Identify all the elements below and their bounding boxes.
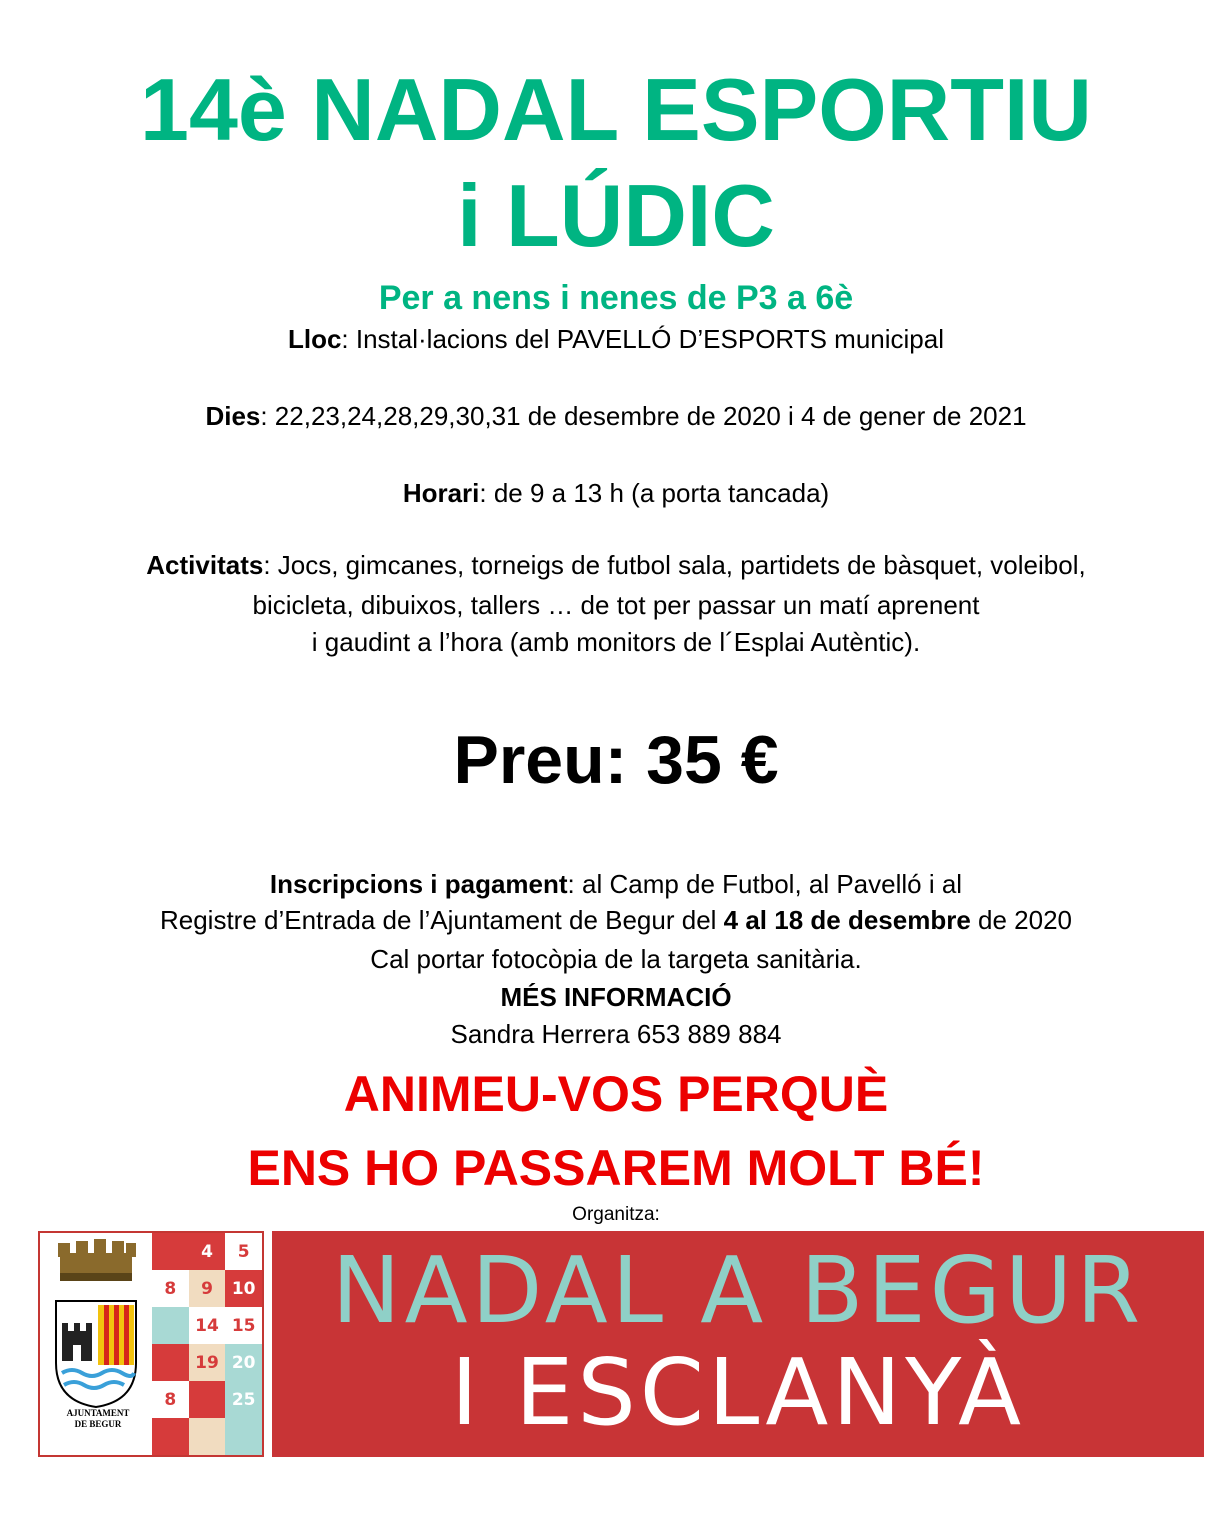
title-line-2: i LÚDIC [457, 166, 775, 265]
logo-caption [48, 1408, 148, 1430]
calendar-cell: 10 [225, 1270, 262, 1307]
crest-icon [40, 1233, 152, 1408]
activitats-text-1: : Jocs, gimcanes, torneigs de futbol sala, partidets de bàsquet, voleibol, [263, 550, 1086, 580]
activitats-line-3: i gaudint a l’hora (amb monitors de l´Esplai Autèntic). [311, 627, 921, 657]
calendar-cell [152, 1307, 189, 1344]
title-line-1: 14è NADAL ESPORTIU [140, 60, 1092, 159]
inscripcions-line-1 [0, 868, 1232, 900]
horari-text: : de 9 a 13 h (a porta tancada) [479, 478, 830, 508]
contact-line: Sandra Herrera 653 889 884 [450, 1019, 782, 1049]
banner-line-1: NADAL A BEGUR [331, 1237, 1145, 1344]
inscripcions-label: Inscripcions i pagament [269, 869, 568, 899]
mes-informacio: MÉS INFORMACIÓ [500, 982, 732, 1012]
calendar-cell: 8 [152, 1270, 189, 1307]
calendar-cell [152, 1418, 189, 1455]
ajuntament-logo [38, 1231, 264, 1457]
lloc-text: : Instal·lacions del PAVELLÓ D’ESPORTS municipal [341, 324, 945, 354]
cheer-line-2: ENS HO PASSAREM MOLT BÉ! [247, 1140, 985, 1196]
crest-area [40, 1233, 152, 1455]
calendar-cell: 8 [152, 1381, 189, 1418]
organitza-label: Organitza: [572, 1204, 660, 1225]
subtitle: Per a nens i nenes de P3 a 6è [378, 279, 854, 317]
lloc-label: Lloc [287, 324, 342, 354]
horari-line [0, 477, 1232, 509]
inscripcions-text-1: : al Camp de Futbol, al Pavelló i al [567, 869, 963, 899]
dies-text: : 22,23,24,28,29,30,31 de desembre de 2020 i 4 de gener de 2021 [260, 401, 1027, 431]
calendar-cell: 25 [225, 1381, 262, 1418]
calendar-cell: 15 [225, 1307, 262, 1344]
inscripcions-text-2a: Registre d’Entrada de l’Ajuntament de Begur del [159, 905, 724, 935]
logo-caption-line-1: AJUNTAMENT [66, 1408, 130, 1418]
calendar-cell: 4 [189, 1233, 226, 1270]
inscripcions-line-2 [0, 904, 1232, 936]
calendar-cell: 19 [189, 1344, 226, 1381]
calendar-cell [225, 1418, 262, 1455]
nadal-a-begur-banner [272, 1231, 1204, 1457]
horari-label: Horari [402, 478, 480, 508]
calendar-cell: 14 [189, 1307, 226, 1344]
activitats-line-1 [0, 549, 1232, 581]
inscripcions-line-3: Cal portar fotocòpia de la targeta sanitària. [370, 944, 862, 974]
calendar-cell [152, 1344, 189, 1381]
logo-caption-line-2: DE BEGUR [74, 1419, 122, 1429]
dies-line [0, 400, 1232, 432]
inscripcions-dates: 4 al 18 de desembre [723, 905, 971, 935]
calendar-cell: 5 [225, 1233, 262, 1270]
calendar-cell: 20 [225, 1344, 262, 1381]
calendar-cell [152, 1233, 189, 1270]
cheer-line-1: ANIMEU-VOS PERQUÈ [343, 1066, 889, 1122]
calendar-cell [189, 1418, 226, 1455]
calendar-cell: 9 [189, 1270, 226, 1307]
banner-line-2: I ESCLANYÀ [450, 1339, 1026, 1446]
lloc-line [0, 323, 1232, 355]
price: Preu: 35 € [453, 722, 779, 798]
dies-label: Dies [205, 401, 261, 431]
activitats-line-2: bicicleta, dibuixos, tallers … de tot per passar un matí aprenent [252, 590, 980, 620]
activitats-label: Activitats [146, 550, 264, 580]
calendar-cell [189, 1381, 226, 1418]
inscripcions-text-2c: de 2020 [970, 905, 1073, 935]
advent-calendar-grid [152, 1233, 262, 1455]
